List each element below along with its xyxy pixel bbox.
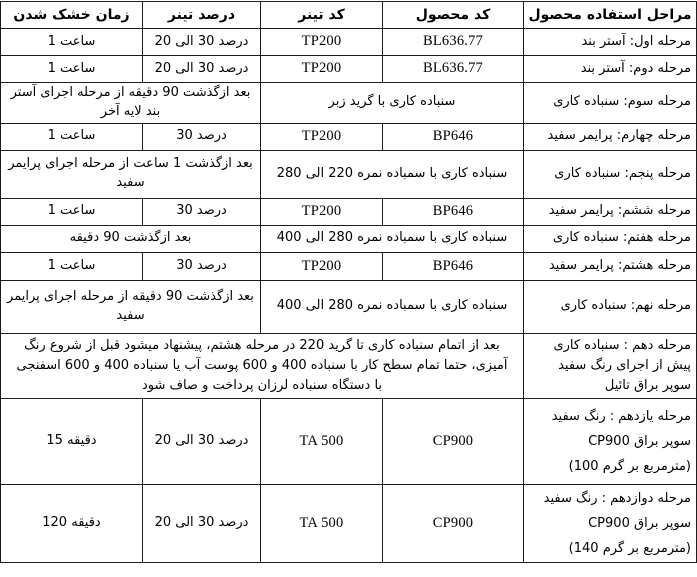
stage-line: (140 گرم بر مترمربع) (568, 540, 691, 556)
stage-cell: مرحله نهم: سنباده کاری (524, 280, 697, 333)
col-header-drying-time: زمان خشک شدن (1, 2, 143, 29)
stage-cell: مرحله پنجم: سنباده کاری (524, 150, 697, 198)
value-cell: 20 الی 30 درصد (143, 398, 261, 484)
value-cell: 1 ساعت (1, 56, 143, 83)
stage-cell: مرحله دوم: آستر بند (524, 56, 697, 83)
value-cell: 15 دقیقه (1, 398, 143, 484)
table-row (1, 333, 697, 398)
table-row (1, 29, 697, 56)
stage-line: سوپر براق CP900 (588, 515, 691, 531)
value-cell: BL636.77 (383, 56, 524, 83)
value-cell: TP200 (261, 252, 383, 280)
value-cell: 30 درصد (143, 198, 261, 225)
value-cell: سنباده کاری با سمباده نمره 220 الی 280 (261, 150, 524, 198)
value-cell: CP900 (383, 484, 524, 562)
col-header-thinner-percent: درصد تینر (143, 2, 261, 29)
product-usage-table (0, 1, 697, 563)
value-cell: BL636.77 (383, 29, 524, 56)
stage-cell: مرحله سوم: سنباده کاری (524, 83, 697, 124)
stage-line: مرحله دوازدهم : رنگ سفید (543, 490, 691, 506)
stage-line: سوپر براق CP900 (588, 433, 691, 449)
table-row (1, 225, 697, 252)
table-row (1, 123, 697, 150)
col-header-usage-stages: مراحل استفاده محصول (524, 2, 697, 29)
table-row (1, 198, 697, 225)
stage-cell (524, 484, 697, 562)
value-cell: TA 500 (261, 484, 383, 562)
value-cell: سنباده کاری با سمباده نمره 280 الی 400 (261, 280, 524, 333)
header-row (1, 2, 697, 29)
value-cell: BP646 (383, 198, 524, 225)
stage-cell: مرحله دهم : سنباده کاری پیش از اجرای رنگ سفید سوپر براق تائیل (524, 333, 697, 398)
stage-cell: مرحله چهارم: پرایمر سفید (524, 123, 697, 150)
value-cell: 20 الی 30 درصد (143, 484, 261, 562)
value-cell: 30 درصد (143, 252, 261, 280)
value-cell: بعد ازگذشت 90 دقیقه (1, 225, 261, 252)
value-cell: 20 الی 30 درصد (143, 56, 261, 83)
table-row (1, 56, 697, 83)
value-cell: بعد ازگذشت 90 دقیقه از مرحله اجرای آستر بند لایه آخر (1, 83, 261, 124)
value-cell: 1 ساعت (1, 252, 143, 280)
stage-cell: مرحله هشتم: پرایمر سفید (524, 252, 697, 280)
value-cell: TA 500 (261, 398, 383, 484)
table-row (1, 280, 697, 333)
table-row (1, 484, 697, 562)
value-cell: BP646 (383, 252, 524, 280)
table-row (1, 83, 697, 124)
value-cell: 1 ساعت (1, 198, 143, 225)
value-cell: TP200 (261, 198, 383, 225)
col-header-thinner-code: کد تینر (261, 2, 383, 29)
value-cell: بعد ازگذشت 1 ساعت از مرحله اجرای پرایمر سفید (1, 150, 261, 198)
stage-cell: مرحله اول: آستر بند (524, 29, 697, 56)
value-cell: 20 الی 30 درصد (143, 29, 261, 56)
value-cell: 30 درصد (143, 123, 261, 150)
value-cell: TP200 (261, 56, 383, 83)
stage-cell: مرحله هفتم: سنباده کاری (524, 225, 697, 252)
value-cell: بعد ازگذشت 90 دقیقه از مرحله اجرای پرایمر سفید (1, 280, 261, 333)
value-cell: 1 ساعت (1, 29, 143, 56)
value-cell: BP646 (383, 123, 524, 150)
col-header-product-code: کد محصول (383, 2, 524, 29)
value-cell: CP900 (383, 398, 524, 484)
value-cell: سنباده کاری با سمباده نمره 280 الی 400 (261, 225, 524, 252)
value-cell: سنباده کاری با گرید زبر (261, 83, 524, 124)
value-cell: TP200 (261, 123, 383, 150)
stage-cell (524, 398, 697, 484)
value-cell: 1 ساعت (1, 123, 143, 150)
table-row (1, 150, 697, 198)
value-cell: بعد از اتمام سنباده کاری تا گرید 220 در مرحله هشتم، پیشنهاد میشود قبل از شروع رنگ آمیزی، حتما تمام سطح کار با سنباده 400 و 600 پوست آب یا سنباده 400 و 600 اسفنجی با دستگاه سنباده لرزان پرداخت و صاف شود (1, 333, 524, 398)
table-row (1, 398, 697, 484)
table-row (1, 252, 697, 280)
stage-line: مرحله یازدهم : رنگ سفید (551, 408, 691, 424)
value-cell: 120 دقیقه (1, 484, 143, 562)
stage-line: (100 گرم بر مترمربع) (568, 458, 691, 474)
stage-cell: مرحله ششم: پرایمر سفید (524, 198, 697, 225)
value-cell: TP200 (261, 29, 383, 56)
